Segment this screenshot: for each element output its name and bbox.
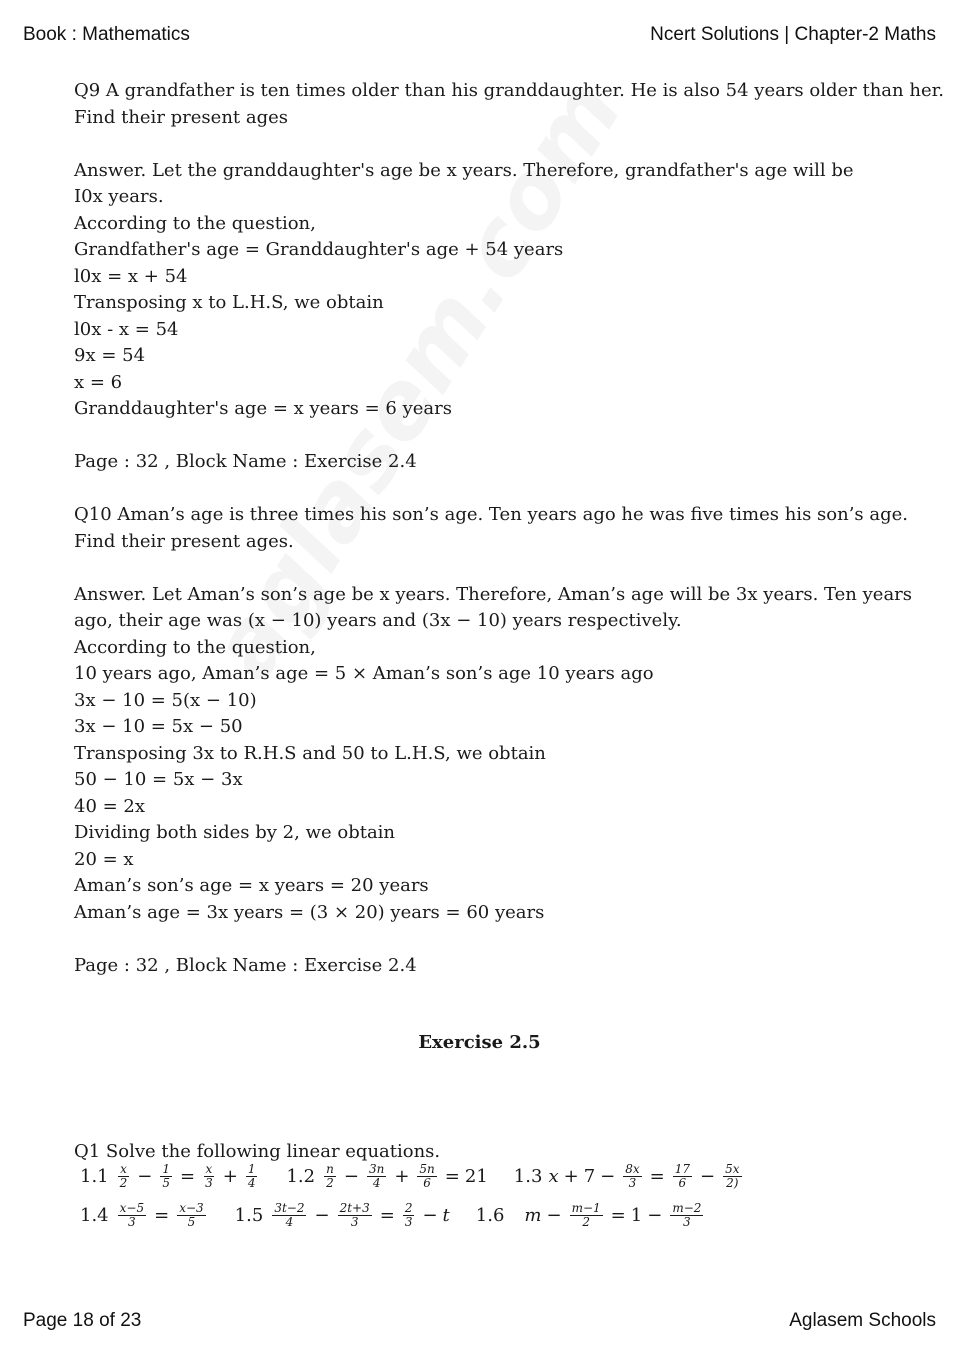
equation-number: 1.2 xyxy=(286,1166,316,1187)
page-content xyxy=(74,78,944,979)
answer-10-line: Dividing both sides by 2, we obtain xyxy=(74,822,396,843)
answer-9-line: Answer. Let the granddaughter's age be x years. Therefore, grandfather's age will be xyxy=(74,159,854,181)
answer-10-line: Answer. Let Aman’s son’s age be x years. Therefore, Aman’s age will be 3x years. Ten years xyxy=(74,583,913,605)
question-9-line-2: Find their present ages xyxy=(74,106,289,128)
answer-9-line: Grandfather's age = Granddaughter's age + 54 years xyxy=(74,239,564,260)
footer-publisher: Aglasem Schools xyxy=(789,1310,936,1331)
equation-number: 1.5 xyxy=(234,1205,264,1226)
page-footer xyxy=(23,1310,936,1332)
answer-10-line: ago, their age was (x − 10) years and (3x − 10) years respectively. xyxy=(74,610,682,631)
equation-number: 1.6 xyxy=(475,1205,505,1226)
equation-number: 1.1 xyxy=(80,1166,109,1187)
equation-1-2: 1.2 $\frac{n}{2}$ − $\frac{3n}{4}$ + $\frac{5n}{6}$ = 21 xyxy=(286,1162,488,1190)
equation-1-5: 1.5 $\frac{3t-2}{4}$ − $\frac{2t+3}{3}$ = $\frac{2}{3}$ − t xyxy=(234,1201,450,1229)
answer-10-line: Aman’s son’s age = x years = 20 years xyxy=(74,875,429,896)
answer-10-line: 10 years ago, Aman’s age = 5 × Aman’s son’s age 10 years ago xyxy=(74,663,654,684)
page-reference: Page : 32 , Block Name : Exercise 2.4 xyxy=(74,451,417,472)
header-book-title: Book : Mathematics xyxy=(23,24,190,45)
question-9-line-1: Q9 A grandfather is ten times older than his granddaughter. He is also 54 years older than her. xyxy=(74,80,944,101)
answer-9-line: Transposing x to L.H.S, we obtain xyxy=(74,292,384,313)
page-header xyxy=(23,24,936,46)
answer-10-line: According to the question, xyxy=(74,636,316,658)
equation-number: 1.4 xyxy=(80,1205,109,1226)
answer-10-line: 3x − 10 = 5x − 50 xyxy=(74,716,243,737)
page-reference: Page : 32 , Block Name : Exercise 2.4 xyxy=(74,954,417,976)
answer-10-line: Transposing 3x to R.H.S and 50 to L.H.S, we obtain xyxy=(74,742,546,764)
answer-9-line: 9x = 54 xyxy=(74,345,146,366)
answer-10-line: 50 − 10 = 5x − 3x xyxy=(74,769,243,790)
question-10-line-1: Q10 Aman’s age is three times his son’s age. Ten years ago he was five times his son’s age. xyxy=(74,504,909,525)
question-10-line-2: Find their present ages. xyxy=(74,530,294,552)
equation-1-1: 1.1 $\frac{x}{2}$ − $\frac{1}{5}$ = $\frac{x}{3}$ + $\frac{1}{4}$ xyxy=(80,1162,256,1190)
equation-row xyxy=(80,1163,771,1190)
answer-9-line: x = 6 xyxy=(74,371,123,393)
answer-10-line: 40 = 2x xyxy=(74,795,146,817)
equation-1-4: 1.4 $\frac{x-5}{3}$ = $\frac{x-3}{5}$ xyxy=(80,1201,204,1229)
answer-9-line: l0x = x + 54 xyxy=(74,265,188,287)
answer-9-line: According to the question, xyxy=(74,212,316,234)
equation-row xyxy=(80,1202,732,1229)
answer-9-line: Granddaughter's age = x years = 6 years xyxy=(74,398,452,419)
answer-10-line: 3x − 10 = 5(x − 10) xyxy=(74,689,257,711)
exercise-heading: Exercise 2.5 xyxy=(418,1032,541,1053)
question-1-text: Q1 Solve the following linear equations. xyxy=(74,1141,441,1162)
answer-10-line: Aman’s age = 3x years = (3 × 20) years = 60 years xyxy=(74,901,545,923)
answer-9-line: I0x years. xyxy=(74,186,164,207)
equation-number: 1.3 xyxy=(513,1166,543,1187)
equation-1-6: 1.6 m − $\frac{m-1}{2}$ = 1 − $\frac{m-2}{3}$ xyxy=(475,1201,702,1229)
equation-1-3: 1.3 x + 7 − $\frac{8x}{3}$ = $\frac{17}{6}$ − $\frac{5x}{2)}$ xyxy=(513,1162,740,1190)
page-number: Page 18 of 23 xyxy=(23,1310,142,1331)
answer-10-line: 20 = x xyxy=(74,848,134,870)
header-chapter-title: Ncert Solutions | Chapter-2 Maths xyxy=(650,24,936,45)
answer-9-line: l0x - x = 54 xyxy=(74,318,179,340)
